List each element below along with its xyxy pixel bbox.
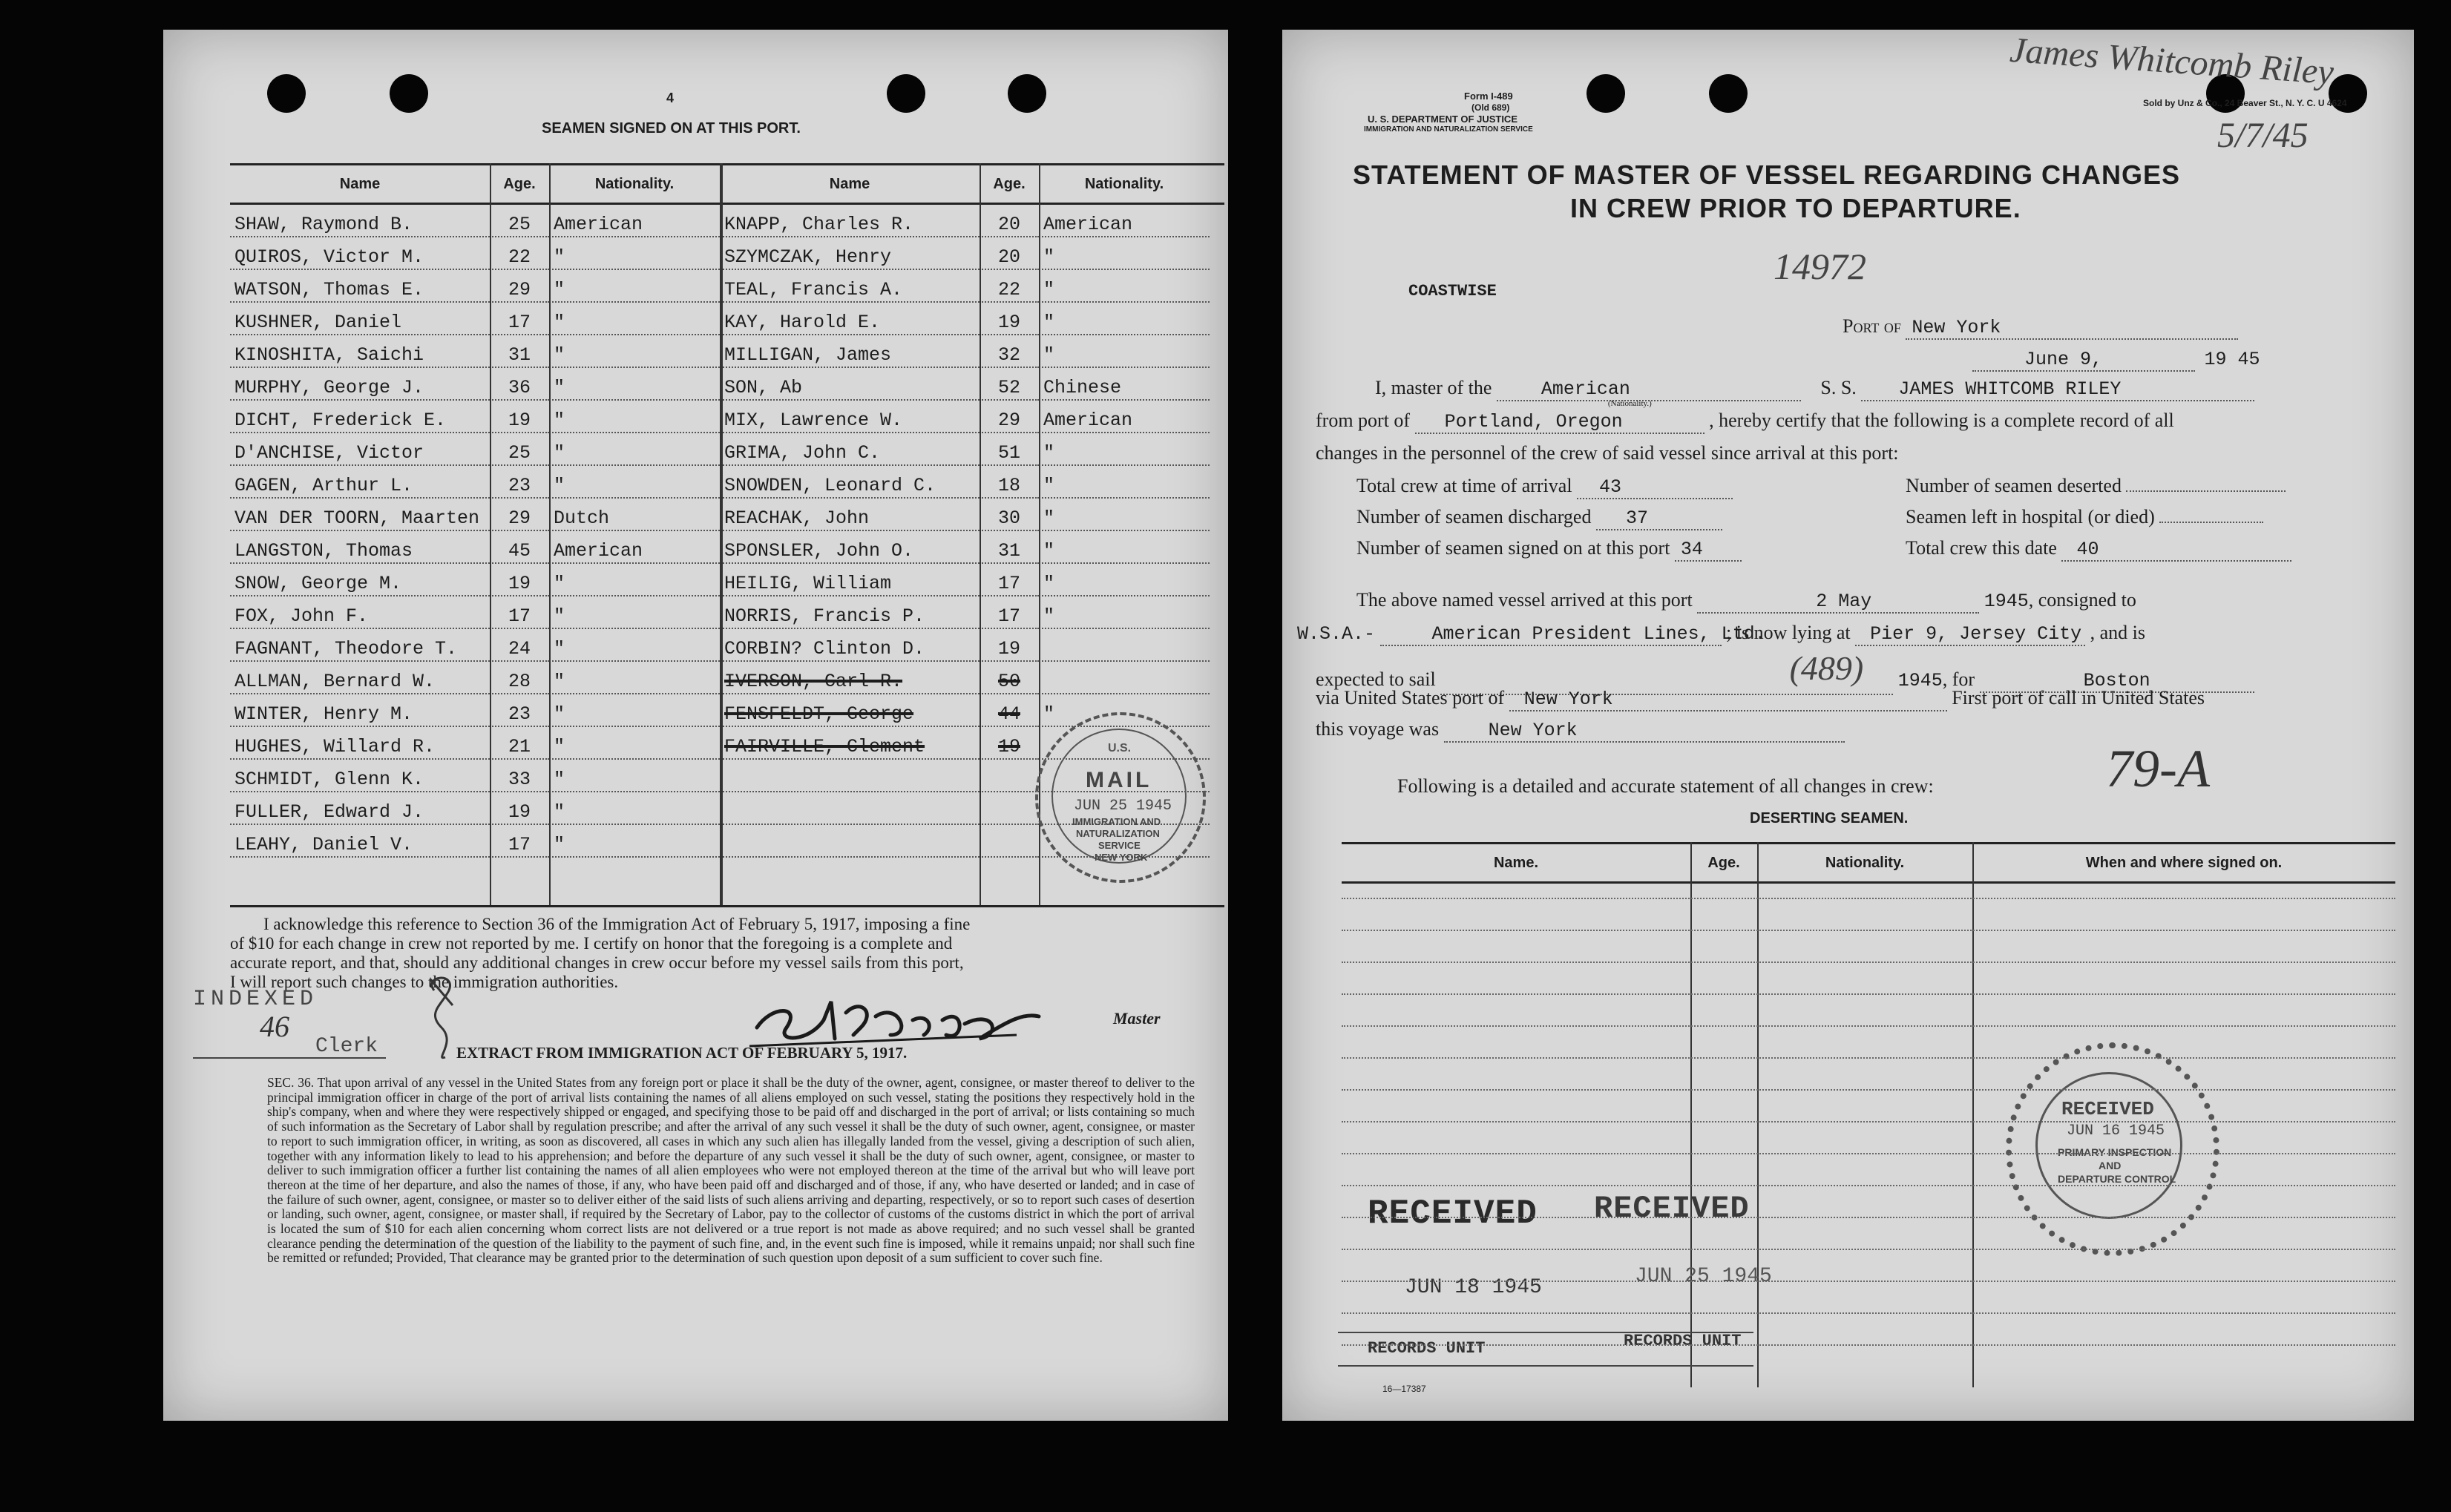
seaman-age: 28 [490,669,549,694]
stamp-top: U.S. [1108,742,1132,755]
port-of-value: New York [1906,317,2238,340]
stamp-rule [1338,1365,1753,1367]
seaman-nationality: American [1039,408,1210,433]
deserting-row-line [1342,1089,2395,1091]
table-row [230,237,1224,270]
seaman-nationality: " [549,800,720,825]
indexed-number: 46 [260,1010,289,1043]
stamp-line: NEW YORK [1095,852,1148,863]
port-of-row [1843,315,2238,340]
round-stamp-line: PRIMARY INSPECTION [2058,1146,2172,1158]
received-date: JUN 25 1945 [1635,1265,1772,1288]
seaman-nationality: " [1039,277,1210,303]
deserting-table-header [1342,842,2395,884]
seaman-name: GRIMA, John C. [720,441,980,466]
deserting-row-line [1342,962,2395,963]
seaman-age: 23 [490,473,549,499]
handwritten-ship-name: James Whitcomb Riley [2008,30,2335,93]
deserting-row-line [1342,1057,2395,1059]
table-row [230,596,1224,629]
consigned-text: , consigned to [2028,589,2136,611]
arrived-text: The above named vessel arrived at this port [1356,589,1693,611]
date-value: June 9, [1972,349,2195,372]
deserting-row-line [1342,1185,2395,1186]
seaman-age: 21 [490,734,549,760]
seaman-name: D'ANCHISE, Victor [230,441,490,466]
stamp-date: JUN 25 1945 [1074,798,1172,815]
deserting-row-line [1342,930,2395,931]
total-crew-date-label: Total crew this date [1906,537,2057,559]
seaman-age: 19 [980,734,1039,760]
lying-at: Pier 9, Jersey City [1855,623,2085,646]
seaman-name: KNAPP, Charles R. [720,212,980,237]
desert-divider [1757,842,1759,1387]
seaman-name: VAN DER TOORN, Maarten [230,506,490,531]
seaman-nationality: American [1039,212,1210,237]
via-row [1316,687,2205,711]
seaman-age: 32 [980,343,1039,368]
column-divider [549,163,551,905]
table-row [230,499,1224,531]
department: U. S. DEPARTMENT OF JUSTICE [1368,114,1517,125]
first-port-label: First port of call in United States [1952,687,2205,709]
records-unit-stamp: RECORDS UNIT [1368,1339,1486,1358]
stamp-line: SERVICE [1098,840,1141,851]
master-of-row [1375,377,2254,408]
seaman-name [720,800,980,825]
table-row [230,303,1224,335]
seaman-name: SNOW, George M. [230,571,490,596]
table-row [230,270,1224,303]
seaman-age: 25 [490,441,549,466]
seaman-age: 50 [980,669,1039,694]
seaman-name: GAGEN, Arthur L. [230,473,490,499]
deserting-row-line [1342,898,2395,899]
col-nationality: Nationality. [594,175,675,192]
footer-code: 16—17387 [1382,1384,1426,1394]
desert-col-name: Name. [1493,854,1539,871]
seaman-age: 52 [980,375,1039,401]
right-page [1282,30,2414,1421]
total-crew-arrival-row [1356,475,1733,499]
desert-col-nationality: Nationality. [1825,854,1905,871]
via-label: via United States port of [1316,687,1505,709]
column-divider [980,163,981,905]
deserted-row [1906,475,2286,497]
discharged-row [1356,506,1722,530]
seaman-age: 25 [490,212,549,237]
deserting-row-line [1342,1344,2395,1346]
received-stamp: RECEIVED [1368,1194,1538,1233]
seaman-age: 33 [490,767,549,792]
seaman-name: KINOSHITA, Saichi [230,343,490,368]
total-crew-arrival-label: Total crew at time of arrival [1356,475,1572,496]
desert-col-signed-on: When and where signed on. [2085,854,2283,871]
seaman-age: 17 [490,604,549,629]
seaman-name: SNOWDEN, Leonard C. [720,473,980,499]
seaman-age: 30 [980,506,1039,531]
seaman-nationality: " [1039,571,1210,596]
column-divider [720,163,723,905]
ack-line: I will report such changes to the immigration authorities. [230,973,619,991]
stamp-line: NATURALIZATION [1076,828,1160,839]
seaman-nationality: " [549,637,720,662]
seaman-nationality: American [549,539,720,564]
col-name: Name [339,175,381,192]
binder-hole [1709,74,1748,113]
form-title-line2: IN CREW PRIOR TO DEPARTURE. [1570,193,2021,223]
coastwise-label: COASTWISE [1408,282,1497,300]
seaman-age: 31 [980,539,1039,564]
seaman-age: 29 [980,408,1039,433]
seaman-name: SPONSLER, John O. [720,539,980,564]
table-row [230,531,1224,564]
binder-hole [1008,74,1046,113]
seaman-nationality: Dutch [549,506,720,531]
clerk-line [193,1057,386,1059]
seaman-name: NORRIS, Francis P. [720,604,980,629]
from-port-row [1316,410,2174,434]
desert-divider [1690,842,1692,1387]
table-row [230,368,1224,401]
handwritten-date: 5/7/45 [2217,116,2309,155]
seaman-name: WINTER, Henry M. [230,702,490,727]
seaman-age: 17 [490,310,549,335]
hospital-value [2159,522,2263,523]
seaman-age: 24 [490,637,549,662]
seaman-age [980,832,1039,858]
seaman-age: 22 [490,245,549,270]
round-received-stamp [2006,1042,2214,1250]
seaman-age: 17 [980,571,1039,596]
voyage-value: New York [1444,720,1845,743]
seaman-age: 17 [490,832,549,858]
arrived-year: 1945 [1984,591,2029,612]
deserting-row-line [1342,1025,2395,1027]
seaman-nationality: " [549,669,720,694]
seaman-name: MURPHY, George J. [230,375,490,401]
seaman-name: FAGNANT, Theodore T. [230,637,490,662]
seaman-name: FULLER, Edward J. [230,800,490,825]
arrived-row [1356,589,2136,614]
binder-hole [887,74,925,113]
discharged-label: Number of seamen discharged [1356,506,1592,527]
seaman-age: 19 [490,571,549,596]
seaman-name: TEAL, Francis A. [720,277,980,303]
seaman-name: ALLMAN, Bernard W. [230,669,490,694]
left-heading: SEAMEN SIGNED ON AT THIS PORT. [542,120,801,137]
seaman-name: SHAW, Raymond B. [230,212,490,237]
deserting-row-line [1342,993,2395,995]
seaman-nationality: " [1039,245,1210,270]
table-row [230,335,1224,368]
seaman-age: 20 [980,212,1039,237]
nationality-value: American [1541,378,1630,400]
extract-title: EXTRACT FROM IMMIGRATION ACT OF FEBRUARY 5, 1917. [456,1044,908,1062]
seaman-nationality: " [549,408,720,433]
seaman-nationality: " [1039,441,1210,466]
deserting-row-line [1342,1153,2395,1154]
deserted-label: Number of seamen deserted [1906,475,2122,496]
seaman-age: 18 [980,473,1039,499]
deserting-row-line [1342,1281,2395,1282]
consignee: American President Lines, Ltd. [1380,623,1722,646]
seaman-name: REACHAK, John [720,506,980,531]
ack-line: I acknowledge this reference to Section 36 of the Immigration Act of February 5, 1917, imposing a fine [263,915,971,933]
seaman-nationality: " [1039,473,1210,499]
expected-year: 1945 [1897,670,1943,691]
seaman-nationality: " [549,310,720,335]
deserting-row-line [1342,1217,2395,1218]
deserting-row-line [1342,1121,2395,1123]
seaman-age: 23 [490,702,549,727]
seaman-nationality: " [1039,539,1210,564]
mail-stamp [1035,712,1206,883]
table-row [230,205,1224,237]
table-row [230,564,1224,596]
master-of-label: I, master of the [1375,377,1492,398]
ss-label: S. S. [1820,377,1857,398]
signed-on-value: 34 [1675,539,1742,562]
seaman-name: SZYMCZAK, Henry [720,245,980,270]
seaman-nationality: " [1039,702,1210,727]
seaman-name [720,767,980,792]
seaman-nationality: " [549,343,720,368]
acknowledgment [230,915,1224,992]
binder-hole [267,74,306,113]
seaman-name: IVERSON, Carl R. [720,669,980,694]
table-row [230,662,1224,694]
consignee-row [1297,622,2145,646]
left-page [163,30,1228,1421]
wsa-prefix: W.S.A.- [1297,623,1376,645]
seaman-age: 45 [490,539,549,564]
deserting-row-line [1342,1249,2395,1250]
following-text: Following is a detailed and accurate statement of all changes in crew: [1397,775,1934,797]
form-old: (Old 689) [1471,102,1510,113]
destination: Boston [1980,670,2254,693]
legal-text: SEC. 36. That upon arrival of any vessel in the United States from any foreign port or place it shall be the duty of the owner, agent, consignee, or master thereof to deliver to the principal immigration officer in charge of the port of arrival lists containing the names of all aliens employed on such vessel, stating the positions they respectively hold in the ship's company, when and where they were respectively shipped or engaged, and specifying those to be paid off and discharged in the port of arrival; or lists containing so much of such information as the Secretary of Labor shall by regulation prescribe; and after the arrival of any such vessel it shall be the duty of such owner, agent, consignee, or master to report to such immigration officer, in writing, as soon as discovered, all cases in which any such alien has illegally landed from the vessel, giving a description of such alien, together with any information likely to lead to his apprehension; and before the departure of any such vessel it shall be the duty of such owner, agent, consignee, or master to deliver to such immigration officer a further list containing the names of all alien employees who were not employed thereon at the time of the arrival but who will leave port thereon at the time of her departure, and also the names of those, if any, who have been paid off and discharged and of those, if any, who have deserted or landed; and in case of the failure of such owner, agent, consignee, or master so to deliver either of the said lists of such aliens arriving and departing, respectively, or so to report such cases of desertion or landing, such owner, agent, consignee, or master shall, if required by the Secretary of Labor, pay to the collector of customs of the customs district in which the port of arrival is located the sum of $10 for each alien concerning whom correct lists are not delivered or a true report is not made as above required; and no such vessel shall be granted clearance pending the determination of the question of the liability to the payment of such fine, and, in the event such fine is imposed, while it remains unpaid; nor shall such fine be remitted or refunded; Provided, That clearance may be granted prior to the determination of such question upon deposit of a sum sufficient to cover such fine. [267,1075,1195,1266]
seaman-nationality: " [549,702,720,727]
binder-hole [1587,74,1625,113]
from-port-value: Portland, Oregon [1415,411,1704,434]
seaman-age [980,800,1039,825]
total-crew-arrival-value: 43 [1577,476,1733,499]
seaman-age: 29 [490,277,549,303]
col-age: Age. [503,175,536,192]
lying-text: ; is now lying at [1726,622,1851,643]
ack-line: of $10 for each change in crew not reported by me. I certify on honor that the foregoing is a complete and [230,934,953,953]
hospital-row [1906,506,2263,528]
seaman-name: HEILIG, William [720,571,980,596]
seaman-nationality [1039,637,1210,662]
round-stamp-word: RECEIVED [2061,1098,2154,1120]
table-row [230,466,1224,499]
deserting-heading: DESERTING SEAMEN. [1750,810,1909,826]
seaman-age: 19 [490,800,549,825]
table-bottom-rule [230,905,1224,907]
seaman-nationality [1039,669,1210,694]
indexed-stamp: INDEXED [193,987,318,1012]
desert-divider [1972,842,1974,1387]
seaman-name [720,832,980,858]
voyage-label: this voyage was [1316,718,1440,740]
seaman-age: 51 [980,441,1039,466]
seaman-nationality: " [1039,506,1210,531]
seaman-nationality: " [549,571,720,596]
certify-text: , hereby certify that the following is a complete record of all [1709,410,2174,431]
hospital-label: Seamen left in hospital (or died) [1906,506,2155,527]
round-stamp-date: JUN 16 1945 [2067,1123,2165,1140]
seaman-age: 31 [490,343,549,368]
seaman-nationality: " [1039,310,1210,335]
nationality-sublabel: (Nationality.) [1607,399,1652,408]
col-name-2: Name [829,175,870,192]
table-row [230,433,1224,466]
col-nationality-2: Nationality. [1084,175,1164,192]
seaman-name: HUGHES, Willard R. [230,734,490,760]
port-of-label: Port of [1843,315,1901,337]
stamp-ring [2035,1072,2182,1219]
seaman-name: KAY, Harold E. [720,310,980,335]
seaman-nationality: " [549,767,720,792]
table-row [230,401,1224,433]
ship-name: JAMES WHITCOMB RILEY [1861,378,2254,401]
page-number: 4 [666,91,675,105]
seaman-name: LANGSTON, Thomas [230,539,490,564]
seaman-age: 19 [490,408,549,433]
seaman-nationality: " [549,375,720,401]
seaman-age: 20 [980,245,1039,270]
seaman-age: 19 [980,637,1039,662]
stamp-line: IMMIGRATION AND [1072,816,1161,827]
col-age-2: Age. [993,175,1026,192]
received-stamp: RECEIVED [1594,1191,1750,1226]
signed-on-row [1356,537,1742,562]
seaman-name: MIX, Lawrence W. [720,408,980,433]
sold-by: Sold by Unz & Co., 24 Beaver St., N. Y. C. U 4624 [2143,98,2347,108]
seaman-name: FENSFELDT, George [720,702,980,727]
deserting-row-line [1342,1312,2395,1314]
ack-line: accurate report, and that, should any additional changes in crew occur before my vessel sails from this port, [230,953,964,972]
seaman-age: 22 [980,277,1039,303]
seaman-name: WATSON, Thomas E. [230,277,490,303]
seaman-age [980,767,1039,792]
and-is-text: , and is [2090,622,2145,643]
received-date: JUN 18 1945 [1405,1276,1542,1299]
via-value: New York [1509,688,1947,711]
clerk-label: Clerk [315,1035,378,1058]
column-divider [490,163,491,905]
from-port-label: from port of [1316,410,1411,431]
seaman-age: 19 [980,310,1039,335]
voyage-row [1316,718,1845,743]
total-crew-date-value: 40 [2061,539,2291,562]
binder-hole [390,74,428,113]
round-stamp-line: DEPARTURE CONTROL [2058,1173,2176,1185]
seaman-name: SON, Ab [720,375,980,401]
date-row [1972,347,2260,372]
master-label: Master [1113,1009,1161,1028]
seaman-name: CORBIN? Clinton D. [720,637,980,662]
stamp-mail: MAIL [1086,768,1152,792]
records-unit-stamp: RECORDS UNIT [1624,1332,1742,1350]
seaman-nationality: " [549,245,720,270]
seaman-age: 36 [490,375,549,401]
seaman-nationality: " [549,832,720,858]
seaman-age: 29 [490,506,549,531]
seaman-age: 44 [980,702,1039,727]
seaman-name: LEAHY, Daniel V. [230,832,490,858]
seaman-name: FAIRVILLE, Clement [720,734,980,760]
desert-col-age: Age. [1707,854,1740,871]
seaman-nationality: " [549,441,720,466]
seaman-age: 17 [980,604,1039,629]
seaman-name: QUIROS, Victor M. [230,245,490,270]
seaman-name: MILLIGAN, James [720,343,980,368]
form-title-line1: STATEMENT OF MASTER OF VESSEL REGARDING CHANGES [1353,160,2181,190]
seaman-name: SCHMIDT, Glenn K. [230,767,490,792]
seaman-nationality: " [549,734,720,760]
seaman-nationality: " [549,277,720,303]
seaman-nationality: " [1039,604,1210,629]
round-stamp-line: AND [2099,1160,2122,1171]
deserted-value [2126,490,2286,492]
seaman-name: DICHT, Frederick E. [230,408,490,433]
arrived-date: 2 May [1697,591,1979,614]
year-value: 19 45 [2204,349,2260,370]
service: IMMIGRATION AND NATURALIZATION SERVICE [1364,125,1533,134]
changes-text: changes in the personnel of the crew of said vessel since arrival at this port: [1316,442,1899,464]
seaman-name: KUSHNER, Daniel [230,310,490,335]
for-label: , for [1942,668,1975,690]
seaman-nationality: " [549,473,720,499]
seaman-name: FOX, John F. [230,604,490,629]
discharged-value: 37 [1596,507,1722,530]
expected-label: expected to sail [1316,668,1436,690]
seamen-table-header [230,163,1224,205]
seaman-nationality: American [549,212,720,237]
seaman-nationality: " [1039,343,1210,368]
handwritten-number: 14972 [1774,246,1866,287]
seaman-nationality: Chinese [1039,375,1210,401]
total-crew-date-row [1906,537,2291,562]
signed-on-label: Number of seamen signed on at this port [1356,537,1670,559]
form-number: Form I-489 [1464,91,1513,102]
seaman-nationality: " [549,604,720,629]
table-row [230,629,1224,662]
expected-handwritten: (489) [1789,649,1864,687]
handwritten-code: 79-A [2106,739,2210,798]
